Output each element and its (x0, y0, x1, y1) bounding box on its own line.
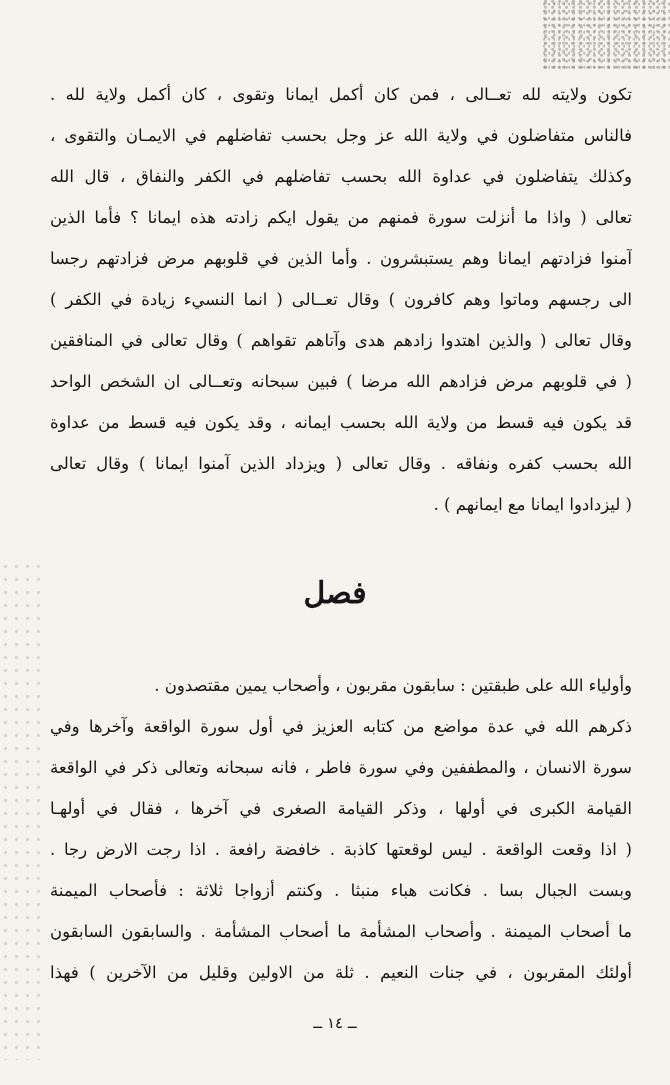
text-line: سورة الانسان ، والمطففين وفي سورة فاطر ، فانه سبحانه وتعالى ذكر في الواقعة (50, 758, 632, 777)
text-line: قد يكون فيه قسط من ولاية الله بحسب ايمانه ، وقد يكون فيه قسط من عداوة (50, 413, 632, 432)
paragraph-2 (50, 665, 632, 993)
text-line: ( ليزدادوا ايمانا مع ايمانهم ) . (433, 495, 632, 514)
text-line: ما أصحاب الميمنة . وأصحاب المشأمة ما أصحاب المشأمة . والسابقون السابقون (50, 922, 632, 941)
text-line: وأولياء الله على طبقتين : سابقون مقربون ، وأصحاب يمين مقتصدون . (154, 676, 632, 695)
text-line: تكون ولايته لله تعــالى ، فمن كان أكمل ايمانا وتقوى ، كان أكمل ولاية لله . (50, 85, 632, 104)
scan-noise-left (0, 560, 40, 1060)
text-line: تعالى ( واذا ما أنزلت سورة فمنهم من يقول ايكم زادته هذه ايمانا ؟ فأما الذين (50, 208, 632, 227)
text-line: آمنوا فزادتهم ايمانا وهم يستبشرون . وأما الذين في قلوبهم مرض فزادتهم رجسا (50, 249, 632, 268)
text-line: وبست الجبال بسا . فكانت هباء منبثا . وكنتم أزواجا ثلاثة : فأصحاب الميمنة (50, 881, 632, 900)
paragraph-1 (50, 74, 632, 525)
text-line: الله بحسب كفره ونفاقه . وقال تعالى ( ويزداد الذين آمنوا ايمانا ) وقال تعالى (50, 454, 632, 473)
section-heading: فصل (303, 576, 367, 611)
text-line: ( اذا وقعت الواقعة . ليس لوقعتها كاذبة . خافضة رافعة . اذا رجت الارض رجا . (50, 840, 632, 859)
text-line: فالناس متفاضلون في ولاية الله عز وجل بحسب تفاضلهم في الايمـان والتقوى ، (50, 126, 632, 145)
text-line: ذكرهم الله في عدة مواضع من كتابه العزيز في أول سورة الواقعة وآخرها وفي (50, 717, 632, 736)
text-line: الى رجسهم وماتوا وهم كافرون ) وقال تعــالى ( انما النسيء زيادة في الكفر ) (50, 290, 632, 309)
scan-noise (540, 0, 670, 70)
text-line: وقال تعالى ( والذين اهتدوا زادهم هدى وآتاهم تقواهم ) وقال تعالى في المنافقين (50, 331, 632, 350)
page-number: ــ ١٤ ــ (313, 1014, 357, 1032)
text-line: القيامة الكبرى في أولها ، وذكر القيامة الصغرى في آخرها ، فقال في أولهـا (50, 799, 632, 818)
text-line: وكذلك يتفاضلون في عداوة الله بحسب تفاضلهم في الكفر والنفاق ، قال الله (50, 167, 632, 186)
text-line: ( في قلوبهم مرض فزادهم الله مرضا ) فبين سبحانه وتعــالى ان الشخص الواحد (50, 372, 632, 391)
text-line: أولئك المقربون ، في جنات النعيم . ثلة من الاولين وقليل من الآخرين ) فهذا (50, 963, 632, 982)
